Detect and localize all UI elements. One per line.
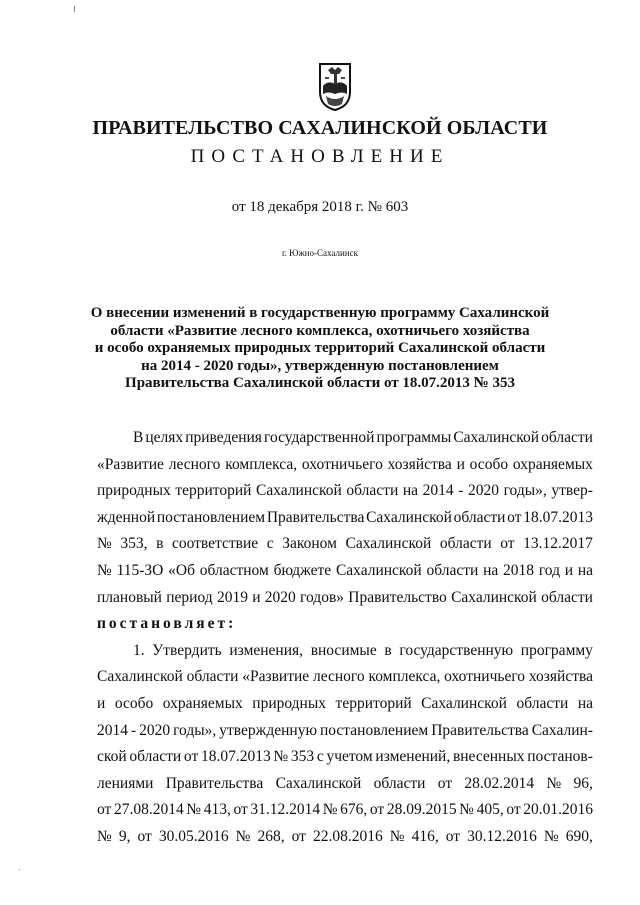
word: 22.08.2016 [312,827,383,845]
body-line [97,558,593,585]
body-line [97,664,593,691]
body-line [97,718,593,745]
word: 405, [476,801,504,819]
word: от [233,801,248,819]
word: период [166,588,213,606]
document-body [97,425,593,851]
word: № [389,827,405,845]
word: № [97,535,112,553]
word: 2020 [467,482,499,500]
word: вносимые [310,641,377,659]
word: 115-ЗО [116,561,164,579]
word: 18.07.2013 [200,748,271,766]
word: областном [199,561,269,579]
body-line [97,452,593,479]
word: Сахалинской [345,535,432,553]
word: области [541,588,593,606]
word: годы», [503,482,547,500]
word: 676, [340,801,368,819]
word: области [186,668,239,686]
word: 2018 [503,561,535,579]
word: № [186,801,202,819]
word: охраняемых [512,455,593,473]
word: «Развитие [97,455,164,473]
word: Правительства [165,774,264,792]
word: Сахалинской [97,668,183,686]
word: - [458,482,464,500]
word: ской [97,748,127,766]
word: на [577,694,593,712]
word: Сахалинской [366,508,452,526]
word: и [97,694,106,712]
word: 30.12.2016 [467,827,537,845]
word: 413, [203,801,231,819]
word: 2014 [422,482,454,500]
word: области [129,748,182,766]
word: лесного [312,668,365,686]
word: на [483,561,499,579]
word: области [346,482,399,500]
sakhalin-coat-of-arms-icon [316,60,354,112]
word: от [506,801,521,819]
word: территорий [335,694,412,712]
word: изменения, [229,641,304,659]
body-line [97,531,593,558]
word: Сахалинской [453,429,540,446]
word: программы [376,429,452,446]
word: от [437,774,453,792]
word: охраняемых [162,694,243,712]
subject-line: области «Развитие лесного комплекса, охотничьего хозяйства [110,322,530,339]
word: изменений, [375,748,451,766]
body-line [97,478,593,505]
word: от [445,827,461,845]
word: № [546,774,562,792]
word: 353 [290,748,315,766]
word: области [439,535,492,553]
word: Сахалинской [335,561,422,579]
word: Правительства [431,721,529,739]
word: с [266,535,274,553]
word: от [183,748,199,766]
word: 30.05.2016 [158,827,229,845]
word: области [373,774,426,792]
word: 2020 [264,588,296,606]
word: Сахалин- [531,721,593,739]
word: программу [520,641,593,659]
word: 1. [133,641,145,659]
word: 2019 [216,588,248,606]
word: № [273,748,289,766]
word: № [322,801,338,819]
body-line [97,505,593,532]
body-line [97,691,593,718]
word: и [456,455,465,473]
scan-mark [19,869,20,870]
body-line [97,425,593,452]
document-type: ПОСТАНОВЛЕНИЕ [190,146,450,167]
word: на [577,561,593,579]
government-title: ПРАВИТЕЛЬСТВО САХАЛИНСКОЙ ОБЛАСТИ [92,117,548,139]
document-subject [70,305,570,393]
word: 27.08.2014 [113,801,184,819]
word: лесного [168,455,221,473]
word: от [507,508,522,526]
word: Сахалинской [275,774,362,792]
word: на [402,482,419,500]
word: 416, [411,827,439,845]
word: - [130,721,137,739]
word: хозяйства [528,668,593,686]
word: «Об [168,561,195,579]
word: от [291,827,306,845]
word: хозяйства [387,455,452,473]
word: утвержденную [219,721,318,739]
word: годов» [300,588,345,606]
resolves-word: постановляет: [97,615,237,633]
word: природных [252,694,327,712]
word: области [426,561,479,579]
body-line [97,797,593,824]
word: области [453,508,506,526]
word: «Развитие [242,668,310,686]
document-date-number: от 18 декабря 2018 г. № 603 [231,199,409,215]
word: 96, [573,774,593,792]
word: № [459,801,474,819]
word: 28.09.2015 [386,801,457,819]
subject-line: О внесении изменений в государственную программу Сахалинской [90,305,550,321]
word: 18.07.2013 [523,508,593,526]
word: № [97,827,112,845]
word: постанов- [527,748,593,766]
word: области [516,694,569,712]
word: 690, [565,827,593,845]
word: государственной [263,429,375,446]
word: Сахалинской [451,588,537,606]
body-line [97,585,593,612]
word: 353, [120,535,148,553]
city-name: г. Южно-Сахалинск [281,248,358,258]
word: Правительства [266,508,365,526]
word: комплекса, [368,668,441,686]
word: 13.12.2017 [523,535,593,553]
word: от [137,827,152,845]
word: год [538,561,560,579]
word: 20.01.2016 [523,801,593,819]
word: внесенных [452,748,525,766]
word: постановлением [320,721,429,739]
word: 28.02.2014 [464,774,535,792]
word: учетом [326,748,373,766]
word: особо [114,694,154,712]
word: 2014 [97,721,128,739]
word: особо [469,455,509,473]
word: Сахалинской [256,482,342,500]
body-line [97,638,593,665]
body-line [97,611,593,638]
word: 2020 [139,721,171,739]
word: приведения [185,429,262,446]
word: в [384,641,392,659]
word: охотничьего [301,455,383,473]
word: от [369,801,385,819]
word: в [156,535,164,553]
body-line [97,824,593,851]
word: комплекса, [225,455,298,473]
word: Правительство [348,588,447,606]
word: и [564,561,574,579]
word: природных [97,482,171,500]
word: жденной [97,508,156,526]
subject-line: на 2014 - 2020 годы», утвержденную постановлением [141,357,499,374]
word: Законом [282,535,337,553]
subject-line: и особо охраняемых природных территорий Сахалинской области [94,340,546,356]
word: от [97,801,112,819]
word: Утвердить [152,641,222,659]
scan-mark [74,6,75,12]
word: территорий [175,482,252,500]
word: № [543,827,559,845]
word: бюджете [273,561,332,579]
word: с [316,748,324,766]
word: и [252,588,261,606]
word: охотничьего [444,668,526,686]
word: В [133,429,144,446]
word: 9, [118,827,131,845]
word: № [235,827,251,845]
word: плановый [97,588,162,606]
word: соответствие [171,535,259,553]
word: области [541,429,593,446]
word: постановлением [156,508,266,526]
word: от [500,535,515,553]
word: Сахалинской [421,694,507,712]
body-line [97,744,593,771]
word: целях [145,429,184,446]
word: № [97,561,112,579]
word: 268, [257,827,285,845]
word: 31.12.2014 [250,801,321,819]
word: лениями [97,774,154,792]
word: годы», [173,721,217,739]
subject-line: Правительства Сахалинской области от 18.07.2013 № 353 [125,375,515,391]
word: государственную [399,641,514,659]
body-line [97,771,593,798]
word: утвер- [551,482,593,500]
